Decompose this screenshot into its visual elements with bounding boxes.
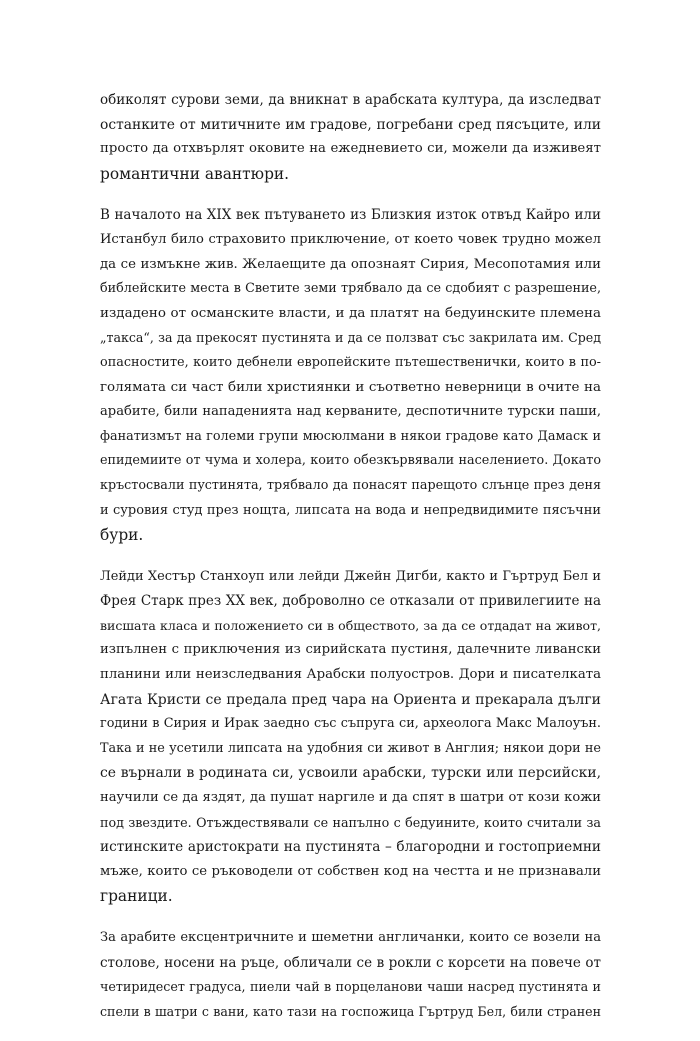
text-line: Така и не усетили липсата на удобния си живот в Англия; някои дори не (100, 740, 601, 756)
text-line: опасностите, които дебнели европейските пътешественички, които в по- (100, 354, 601, 370)
text-line: да се измъкне жив. Желаещите да опознаят Сирия, Месопотамия или (100, 256, 601, 272)
text-line: планини или неизследвания Арабски полуостров. Дори и писателката (100, 667, 601, 683)
text-line: висшата класа и положението си в обществото, за да се отдадат на живот, (100, 617, 601, 633)
text-line: Истанбул било страховито приключение, от което човек трудно можел (100, 231, 601, 247)
paragraph (100, 203, 601, 547)
paragraph (100, 88, 601, 186)
text-line: се върнали в родината си, усвоили арабски, турски или персийски, (100, 765, 601, 782)
text-line: просто да отхвърлят оковите на ежедневието си, можели да изживеят (100, 141, 601, 157)
text-line: голямата си част били християнки и съответно неверници в очите на (100, 379, 601, 395)
text-line: Агата Кристи се предала пред чара на Ориента и прекарала дълги (100, 691, 601, 708)
text-line: романтични авантюри. (100, 164, 290, 183)
body-text (100, 88, 601, 1041)
text-line: истинските аристократи на пустинята – благородни и гостоприемни (100, 839, 601, 856)
text-line: и суровия студ през нощта, липсата на вода и непредвидимите пясъчни (100, 502, 601, 518)
text-line: За арабите ексцентричните и шеметни англичанки, които се возели на (100, 930, 601, 945)
text-line: столове, носени на ръце, обличали се в рокли с корсети на повече от (100, 954, 601, 971)
text-line: научили се да яздят, да пушат наргиле и да спят в шатри от кози кожи (100, 790, 601, 806)
text-line: фанатизмът на големи групи мюсюлмани в някои градове като Дамаск и (100, 428, 601, 444)
text-line: Фрея Старк през XX век, доброволно се отказали от привилегиите на (100, 593, 601, 610)
paragraph (100, 926, 601, 1024)
text-line: библейските места в Светите земи трябвало да се сдобият с разрешение, (100, 281, 601, 297)
text-line: четиридесет градуса, пиели чай в порцеланови чаши насред пустинята и (100, 979, 601, 995)
text-line: Лейди Хестър Станхоуп или лейди Джейн Дигби, както и Гъртруд Бел и (100, 568, 601, 584)
text-line: кръстосвали пустинята, трябвало да понасят парещото слънце през деня (100, 477, 601, 493)
text-line: арабите, били нападенията над керваните, деспотичните турски паши, (100, 404, 601, 420)
text-line: под звездите. Отъждествявали се напълно с бедуините, които считали за (100, 814, 601, 830)
text-line: издадено от османските власти, и да платят на бедуинските племена (100, 305, 601, 321)
text-line: мъже, които се ръководели от собствен код на честта и не признавали (100, 863, 601, 879)
text-line: останките от митичните им градове, погребани сред пясъците, или (100, 116, 601, 133)
text-line: спели в шатри с вани, като тази на госпожица Гъртруд Бел, били странен (100, 1003, 601, 1019)
text-line: години в Сирия и Ирак заедно със съпруга си, археолога Макс Малоуън. (100, 716, 601, 732)
text-line: граници. (100, 887, 173, 906)
text-line: обиколят сурови земи, да вникнат в арабската култура, да изследват (100, 92, 601, 108)
text-line: изпълнен с приключения из сирийската пустиня, далечните ливански (100, 642, 601, 658)
text-line: „такса“, за да прекосят пустинята и да се ползват със закрилата им. Сред (100, 330, 601, 346)
text-line: бури. (100, 526, 144, 545)
paragraph (100, 565, 601, 909)
text-line: епидемиите от чума и холера, които обезкървявали населението. Докато (100, 453, 601, 469)
text-line: В началото на XIX век пътуването из Близкия изток отвъд Кайро или (100, 207, 601, 224)
